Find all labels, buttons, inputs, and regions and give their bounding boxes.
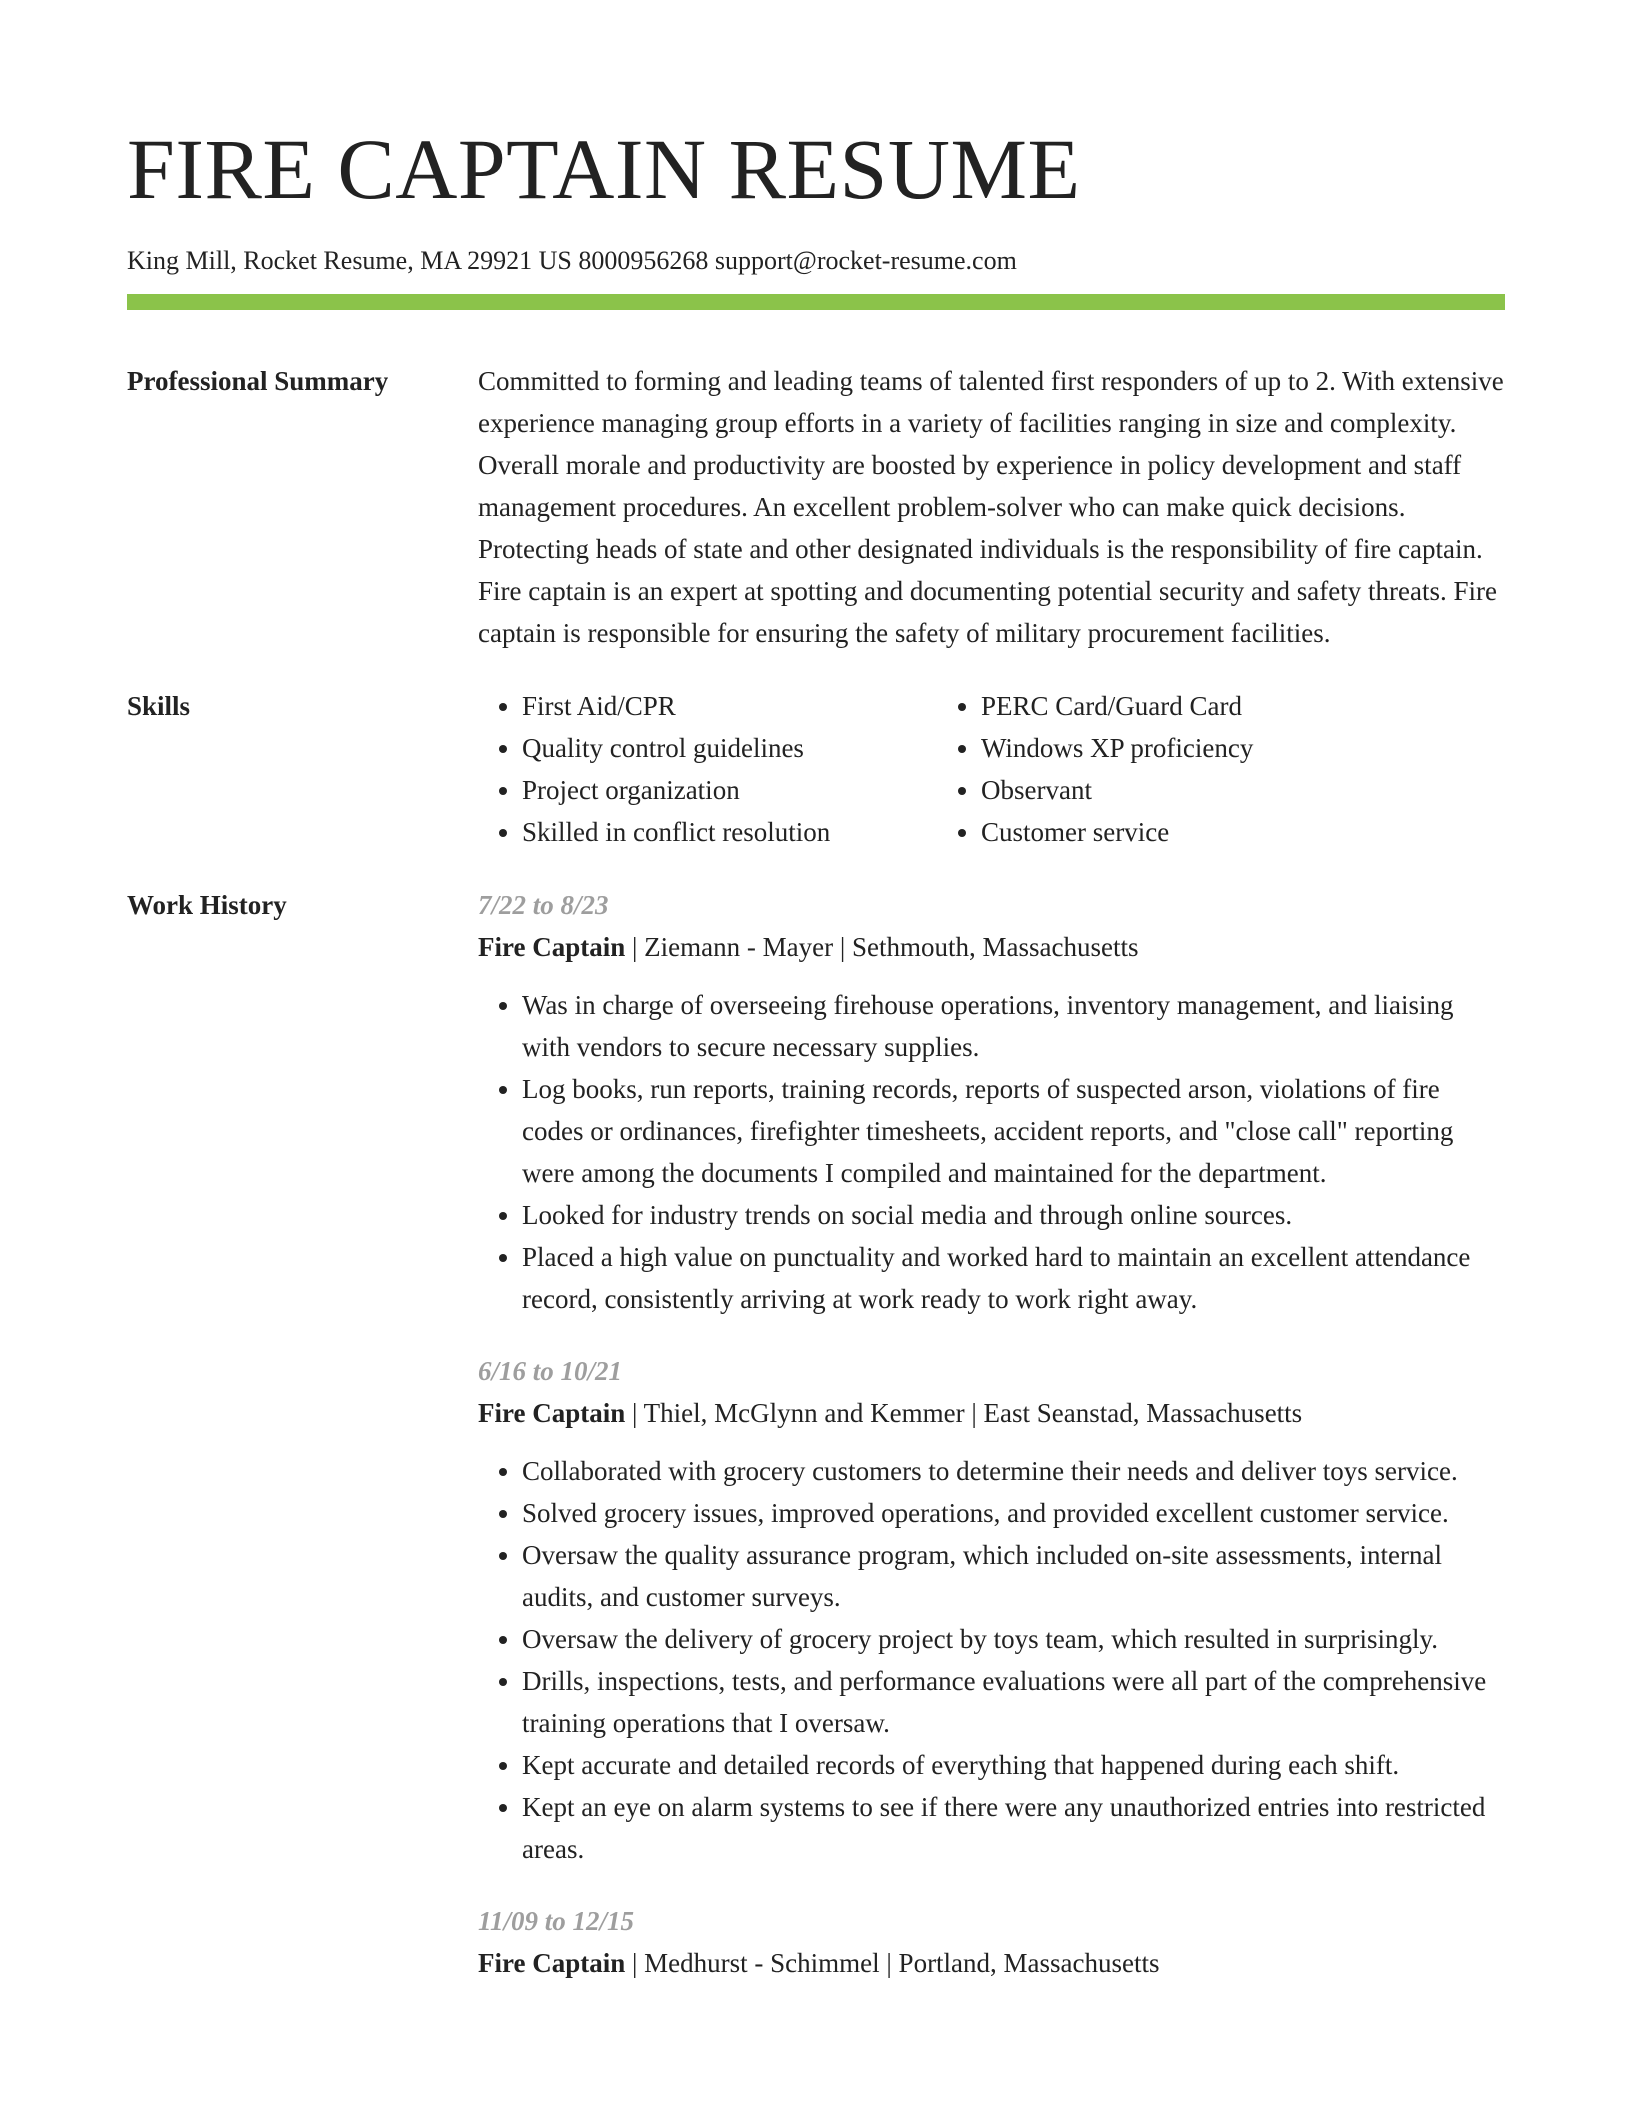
job-title: Fire Captain	[478, 932, 626, 962]
job-bullet-list	[478, 1450, 1505, 1870]
job-bullet: • Oversaw the quality assurance program, which included on-site assessments, internal audits, and customer surveys.	[522, 1534, 1505, 1618]
job-company: Medhurst - Schimmel	[644, 1948, 880, 1978]
accent-divider	[127, 294, 1505, 310]
job-location: Sethmouth, Massachusetts	[851, 932, 1139, 962]
job-dates: 7/22 to 8/23	[478, 890, 609, 920]
job-location: East Seanstad, Massachusetts	[983, 1398, 1303, 1428]
skills-column-right	[937, 685, 1253, 853]
job-separator: |	[833, 932, 852, 962]
job-entry	[478, 1900, 1505, 1984]
summary-text: Committed to forming and leading teams of talented first responders of up to 2. With extensive experience managing group efforts in a variety of facilities ranging in size and complexity. Overall morale and productivity are boosted by experience in policy development and staff management procedures. An excellent problem-solver who can make quick decisions. Protecting heads of state and other designated individuals is the responsibility of fire captain. Fire captain is an expert at spotting and documenting potential security and safety threats. Fire captain is responsible for ensuring the safety of military procurement facilities.	[478, 366, 1504, 648]
job-bullet: • Placed a high value on punctuality and worked hard to maintain an excellent attendance record, consistently arriving at work ready to work right away.	[522, 1236, 1505, 1320]
job-separator: |	[625, 1398, 644, 1428]
contact-line: King Mill, Rocket Resume, MA 29921 US 8000956268 support@rocket-resume.com	[127, 246, 1017, 275]
job-heading	[478, 1942, 1505, 1984]
skill-item: • PERC Card/Guard Card	[981, 685, 1253, 727]
job-heading	[478, 926, 1505, 968]
skills-grid	[478, 685, 1505, 853]
job-bullet: • Oversaw the delivery of grocery project by toys team, which resulted in surprisingly.	[522, 1618, 1505, 1660]
skills-column-left	[478, 685, 937, 853]
section-label-skills: Skills	[127, 691, 191, 721]
job-separator: |	[625, 932, 645, 962]
job-bullet: • Looked for industry trends on social media and through online sources.	[522, 1194, 1505, 1236]
job-bullet: • Log books, run reports, training records, reports of suspected arson, violations of fire codes or ordinances, firefighter timesheets, accident reports, and "close call" reporting were among the documents I compiled and maintained for the department.	[522, 1068, 1505, 1194]
skill-item: • Windows XP proficiency	[981, 727, 1253, 769]
skills-section	[127, 685, 1505, 853]
job-dates: 6/16 to 10/21	[478, 1356, 623, 1386]
skill-item: • Skilled in conflict resolution	[522, 811, 937, 853]
job-dates: 11/09 to 12/15	[478, 1906, 635, 1936]
job-separator: |	[964, 1398, 984, 1428]
job-title: Fire Captain	[478, 1948, 626, 1978]
job-bullet: • Drills, inspections, tests, and performance evaluations were all part of the comprehensive training operations that I oversaw.	[522, 1660, 1505, 1744]
job-bullet: • Kept an eye on alarm systems to see if there were any unauthorized entries into restricted areas.	[522, 1786, 1505, 1870]
work-history-list	[478, 884, 1505, 2014]
job-bullet: • Kept accurate and detailed records of everything that happened during each shift.	[522, 1744, 1505, 1786]
job-company: Thiel, McGlynn and Kemmer	[643, 1398, 965, 1428]
job-entry	[478, 884, 1505, 1320]
section-label-summary: Professional Summary	[127, 366, 389, 396]
job-entry	[478, 1350, 1505, 1870]
section-label-work-history: Work History	[127, 890, 287, 920]
job-company: Ziemann - Mayer	[644, 932, 834, 962]
job-bullet-list	[478, 984, 1505, 1320]
job-bullet: • Collaborated with grocery customers to determine their needs and deliver toys service.	[522, 1450, 1505, 1492]
job-location: Portland, Massachusetts	[898, 1948, 1160, 1978]
job-heading	[478, 1392, 1505, 1434]
job-bullet: • Was in charge of overseeing firehouse operations, inventory management, and liaising with vendors to secure necessary supplies.	[522, 984, 1505, 1068]
resume-title: FIRE CAPTAIN RESUME	[127, 121, 1081, 217]
job-separator: |	[625, 1948, 645, 1978]
skill-item: • Customer service	[981, 811, 1253, 853]
skill-item: • Quality control guidelines	[522, 727, 937, 769]
work-history-section	[127, 884, 1505, 2014]
skill-item: • Project organization	[522, 769, 937, 811]
job-title: Fire Captain	[478, 1398, 626, 1428]
skill-item: • Observant	[981, 769, 1253, 811]
job-separator: |	[879, 1948, 899, 1978]
skill-item: • First Aid/CPR	[522, 685, 937, 727]
professional-summary-section	[127, 360, 1505, 654]
job-bullet: • Solved grocery issues, improved operations, and provided excellent customer service.	[522, 1492, 1505, 1534]
